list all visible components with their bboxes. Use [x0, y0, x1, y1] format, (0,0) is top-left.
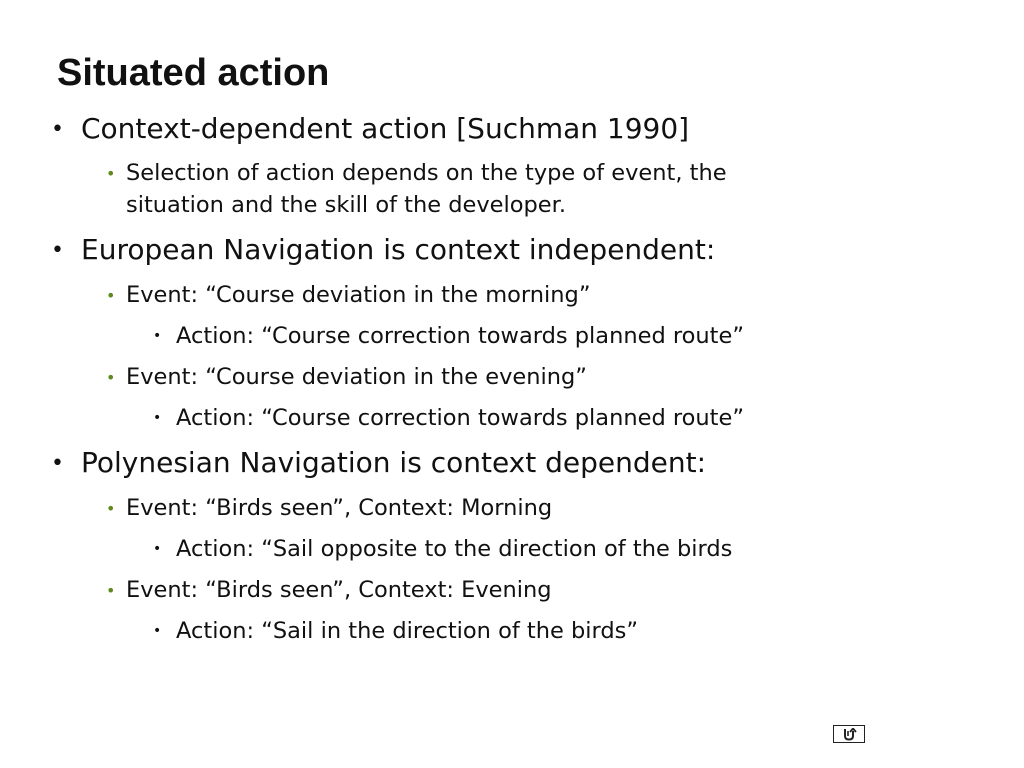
bullet-text-line1: Selection of action depends on the type of event, the [126, 160, 727, 186]
bullet-text: Event: “Course deviation in the evening” [126, 364, 587, 390]
bullet-text: Event: “Birds seen”, Context: Evening [126, 577, 552, 603]
return-nav-button[interactable] [833, 725, 865, 743]
level1-bullet: • [51, 451, 64, 476]
bullet-text: Action: “Sail in the direction of the birds” [176, 618, 639, 644]
level3-bullet: • [153, 623, 162, 639]
bullet-text: Event: “Course deviation in the morning” [126, 282, 591, 308]
bullet-text: Event: “Birds seen”, Context: Morning [126, 495, 553, 521]
bullet-text: European Navigation is context independent: [81, 233, 716, 266]
level2-bullet: • [106, 499, 116, 518]
bullet-text: Action: “Course correction towards planned route” [176, 405, 744, 431]
level1-bullet: • [51, 238, 64, 263]
level3-bullet: • [153, 410, 162, 426]
level2-bullet: • [106, 581, 116, 600]
level2-bullet: • [106, 286, 116, 305]
level2-bullet: • [106, 164, 116, 183]
slide-title: Situated action [57, 52, 330, 94]
bullet-text-line2: situation and the skill of the developer. [126, 192, 566, 218]
bullet-text: Action: “Course correction towards planned route” [176, 323, 744, 349]
level3-bullet: • [153, 541, 162, 557]
level1-bullet: • [51, 117, 64, 142]
level3-bullet: • [153, 328, 162, 344]
return-arrow-icon [841, 728, 857, 741]
bullet-text: Polynesian Navigation is context dependent: [81, 446, 707, 479]
bullet-text: Context-dependent action [Suchman 1990] [81, 112, 690, 145]
bullet-text: Action: “Sail opposite to the direction of the birds [176, 536, 733, 562]
level2-bullet: • [106, 368, 116, 387]
